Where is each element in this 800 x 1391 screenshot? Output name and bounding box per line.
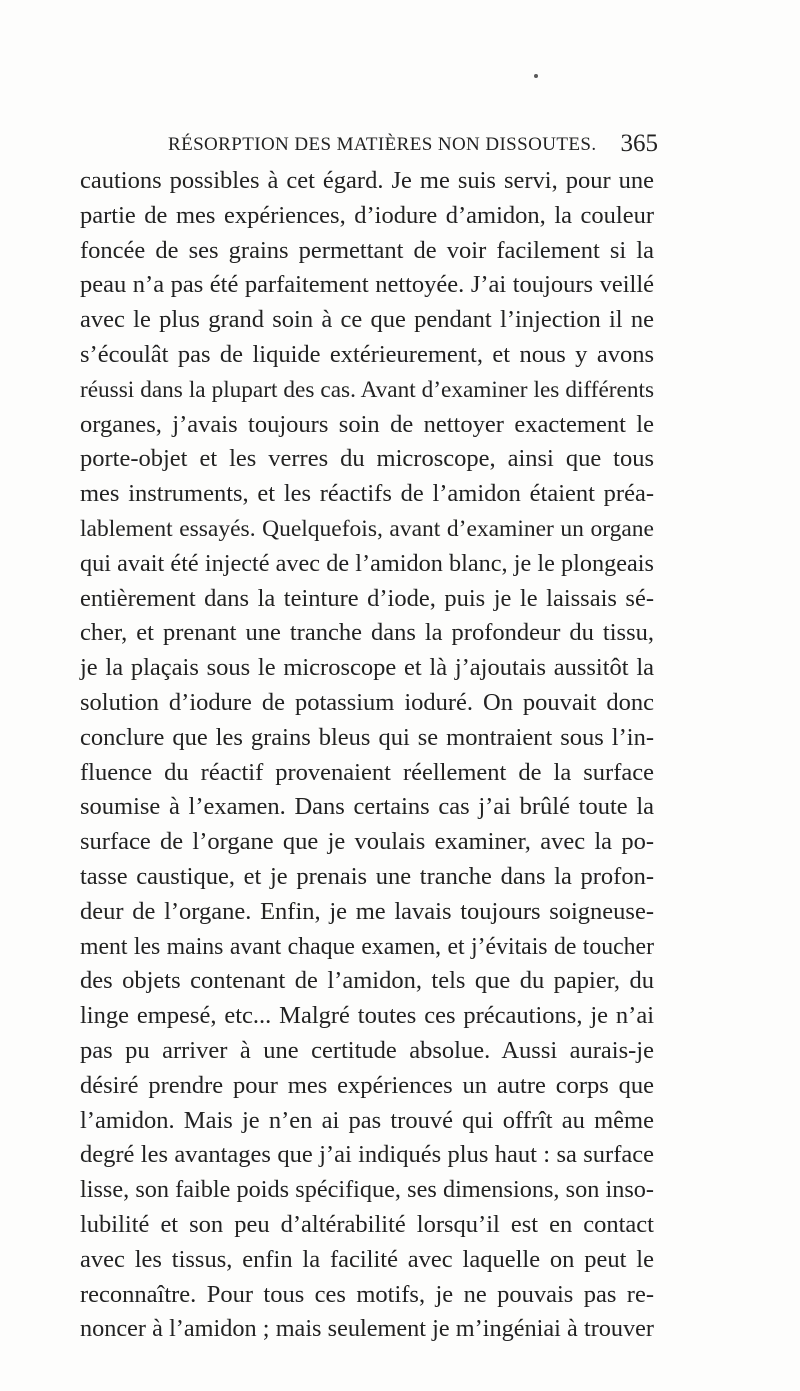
text-line: cautions possibles à cet égard. Je me suis servi, pour une [80, 167, 654, 194]
text-line: lisse, son faible poids spécifique, ses dimensions, son inso- [80, 1176, 654, 1204]
text-line: entièrement dans la teinture d’iode, puis je le laissais sé- [80, 584, 654, 612]
text-line: peau n’a pas été parfaitement nettoyée. J’ai toujours veillé [80, 271, 654, 299]
text-line: deur de l’organe. Enfin, je me lavais toujours soigneuse- [80, 897, 654, 925]
body-text [80, 164, 654, 1347]
text-line: lubilité et son peu d’altérabilité lorsqu’il est en contact [80, 1210, 654, 1238]
text-line: s’écoulât pas de liquide extérieurement, et nous y avons [80, 340, 654, 368]
text-line: lablement essayés. Quelquefois, avant d’examiner un organe [80, 515, 654, 542]
text-line: solution d’iodure de potassium ioduré. On pouvait donc [80, 688, 654, 716]
text-line: tasse caustique, et je prenais une tranche dans la profon- [80, 862, 654, 890]
text-line: conclure que les grains bleus qui se montraient sous l’in- [80, 723, 654, 751]
text-line: noncer à l’amidon ; mais seulement je m’ingéniai à trouver [80, 1315, 654, 1343]
text-line: foncée de ses grains permettant de voir facilement si la [80, 236, 654, 264]
text-line: pas pu arriver à une certitude absolue. Aussi aurais-je [80, 1036, 654, 1064]
text-line: linge empesé, etc... Malgré toutes ces précautions, je n’ai [80, 1002, 654, 1030]
text-line: porte-objet et les verres du microscope, ainsi que tous [80, 445, 654, 473]
text-line: partie de mes expériences, d’iodure d’amidon, la couleur [80, 201, 654, 229]
text-line: organes, j’avais toujours soin de nettoyer exactement le [80, 410, 654, 438]
text-line: reconnaître. Pour tous ces motifs, je ne pouvais pas re- [80, 1280, 654, 1308]
page-number: 365 [620, 130, 658, 157]
running-title: RÉSORPTION DES MATIÈRES NON DISSOUTES. [168, 134, 597, 155]
text-line: des objets contenant de l’amidon, tels que du papier, du [80, 967, 654, 995]
page-header [138, 130, 658, 160]
text-line: avec les tissus, enfin la facilité avec laquelle on peut le [80, 1245, 654, 1273]
text-line: l’amidon. Mais je n’en ai pas trouvé qui offrît au même [80, 1106, 654, 1134]
text-line: qui avait été injecté avec de l’amidon blanc, je le plongeais [80, 549, 654, 577]
text-line: je la plaçais sous le microscope et là j’ajoutais aussitôt la [80, 654, 654, 682]
text-line: cher, et prenant une tranche dans la profondeur du tissu, [80, 619, 654, 647]
text-line: soumise à l’examen. Dans certains cas j’ai brûlé toute la [80, 793, 654, 821]
text-line: mes instruments, et les réactifs de l’amidon étaient préa- [80, 480, 654, 508]
text-line: degré les avantages que j’ai indiqués plus haut : sa surface [80, 1141, 654, 1169]
text-line: réussi dans la plupart des cas. Avant d’examiner les différents [80, 376, 654, 403]
text-line: surface de l’organe que je voulais examiner, avec la po- [80, 828, 654, 856]
text-line: désiré prendre pour mes expériences un autre corps que [80, 1071, 654, 1099]
text-line: ment les mains avant chaque examen, et j’évitais de toucher [80, 933, 654, 960]
printer-dot [534, 74, 538, 78]
text-line: fluence du réactif provenaient réellement de la surface [80, 758, 654, 786]
text-line: avec le plus grand soin à ce que pendant l’injection il ne [80, 306, 654, 334]
